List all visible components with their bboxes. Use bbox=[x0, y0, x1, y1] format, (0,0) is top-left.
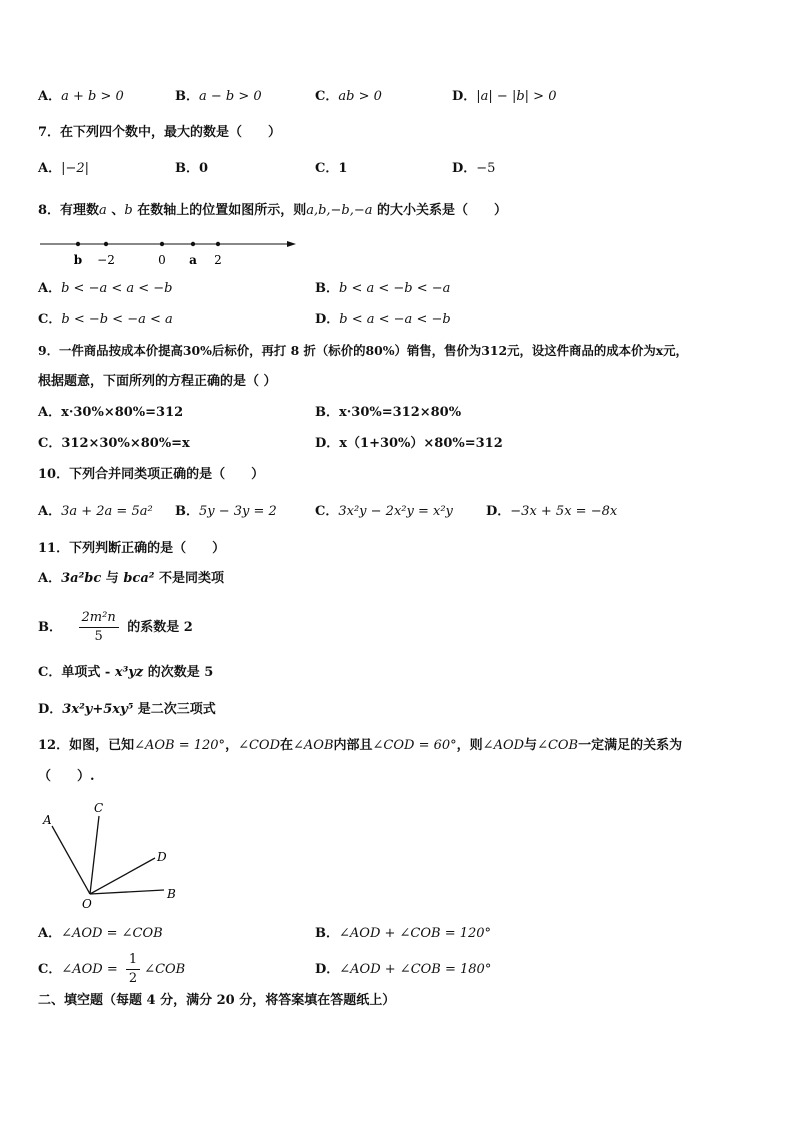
q7-option-c: C．1 bbox=[315, 161, 348, 176]
ray-OD bbox=[90, 858, 155, 894]
q7-stem: 7．在下列四个数中，最大的数是（ ） bbox=[38, 125, 282, 140]
q11-b-fraction: $\frac{\text{2m²n}}{5}$ bbox=[79, 609, 119, 646]
q12-option-c: C．∠AOD = $\frac{1}{2}$ ∠COB bbox=[38, 952, 186, 986]
q12-option-a: A．∠AOD = ∠COB bbox=[38, 926, 163, 941]
q8-option-a: A．b < −a < a < −b bbox=[38, 281, 173, 296]
q11-stem: 11．下列判断正确的是（ ） bbox=[38, 541, 226, 556]
q6-option-c: C．ab > 0 bbox=[315, 89, 382, 104]
q8-option-d: D．b < a < −a < −b bbox=[315, 312, 451, 327]
q10-option-d: D．−3x + 5x = −8x bbox=[486, 504, 618, 519]
axis-label-neg2: −2 bbox=[97, 253, 115, 267]
q9-stem-line1: 9．一件商品按成本价提高30%后标价，再打 8 折（标价的80%）销售，售价为312元，设这件商品的成本价为x元， bbox=[38, 343, 688, 358]
ray-OA bbox=[52, 826, 90, 894]
q8-stem: 8．有理数a 、b 在数轴上的位置如图所示，则a,b,−b,−a 的大小关系是（ ） bbox=[38, 203, 508, 218]
q9-stem-line2: 根据题意，下面所列的方程正确的是（ ） bbox=[38, 374, 277, 389]
q9-option-b: B．x·30%=312×80% bbox=[315, 405, 462, 420]
point-neg2 bbox=[104, 242, 108, 246]
label-C: C bbox=[94, 801, 104, 815]
label-O: O bbox=[82, 897, 92, 911]
point-b bbox=[76, 242, 80, 246]
q10-stem: 10．下列合并同类项正确的是（ ） bbox=[38, 467, 265, 482]
axis-label-2: 2 bbox=[214, 253, 222, 267]
q6-option-a: A．a + b > 0 bbox=[38, 89, 124, 104]
q11-option-b: B． $\frac{\text{2m²n}}{5}$ 的系数是 2 bbox=[38, 610, 193, 644]
q12-stem: 12．如图，已知∠AOB = 120°，∠COD在∠AOB内部且∠COD = 60°，则∠AOD与∠COB一定满足的关系为 bbox=[38, 738, 683, 753]
q12-option-b: B．∠AOD + ∠COB = 120° bbox=[315, 926, 492, 941]
q7-option-b: B．0 bbox=[175, 161, 209, 176]
q6-option-d: D．|a| − |b| > 0 bbox=[452, 89, 557, 104]
label-B: B bbox=[167, 887, 176, 901]
point-2 bbox=[216, 242, 220, 246]
ray-OB bbox=[90, 890, 164, 894]
q12-option-d: D．∠AOD + ∠COB = 180° bbox=[315, 962, 492, 977]
q9-option-c: C．312×30%×80%=x bbox=[38, 436, 190, 451]
axis-label-0: 0 bbox=[158, 253, 166, 267]
axis-label-b: b bbox=[73, 253, 83, 267]
section2-title: 二、填空题（每题 4 分，满分 20 分，将答案填在答题纸上） bbox=[38, 993, 396, 1008]
q6-option-b: B．a − b > 0 bbox=[175, 89, 262, 104]
q9-option-d: D．x（1+30%）×80%=312 bbox=[315, 436, 503, 451]
q12-c-fraction: $\frac{1}{2}$ bbox=[126, 951, 140, 988]
label-A: A bbox=[43, 813, 52, 827]
ray-OC bbox=[90, 816, 99, 894]
point-a bbox=[191, 242, 195, 246]
q8-option-b: B．b < a < −b < −a bbox=[315, 281, 451, 296]
q9-option-a: A．x·30%×80%=312 bbox=[38, 405, 184, 420]
q7-option-d: D．−5 bbox=[452, 161, 496, 176]
axis-label-a: a bbox=[189, 253, 197, 267]
number-line-arrow-icon bbox=[287, 241, 296, 247]
number-line-figure bbox=[38, 234, 308, 270]
q8-option-c: C．b < −b < −a < a bbox=[38, 312, 173, 327]
q11-option-a: A．3a²bc 与 bca² 不是同类项 bbox=[38, 571, 224, 586]
q11-option-c: C．单项式 - x³yz 的次数是 5 bbox=[38, 665, 214, 680]
q10-option-b: B．5y − 3y = 2 bbox=[175, 504, 277, 519]
point-0 bbox=[160, 242, 164, 246]
q12-stem-line2: （ ）. bbox=[38, 769, 95, 784]
q7-option-a: A．|−2| bbox=[38, 161, 90, 176]
angle-figure bbox=[38, 798, 188, 912]
label-D: D bbox=[157, 850, 167, 864]
q10-option-a: A．3a + 2a = 5a² bbox=[38, 504, 153, 519]
q10-option-c: C．3x²y − 2x²y = x²y bbox=[315, 504, 453, 519]
q11-option-d: D．3x²y+5xy⁵ 是二次三项式 bbox=[38, 702, 216, 717]
